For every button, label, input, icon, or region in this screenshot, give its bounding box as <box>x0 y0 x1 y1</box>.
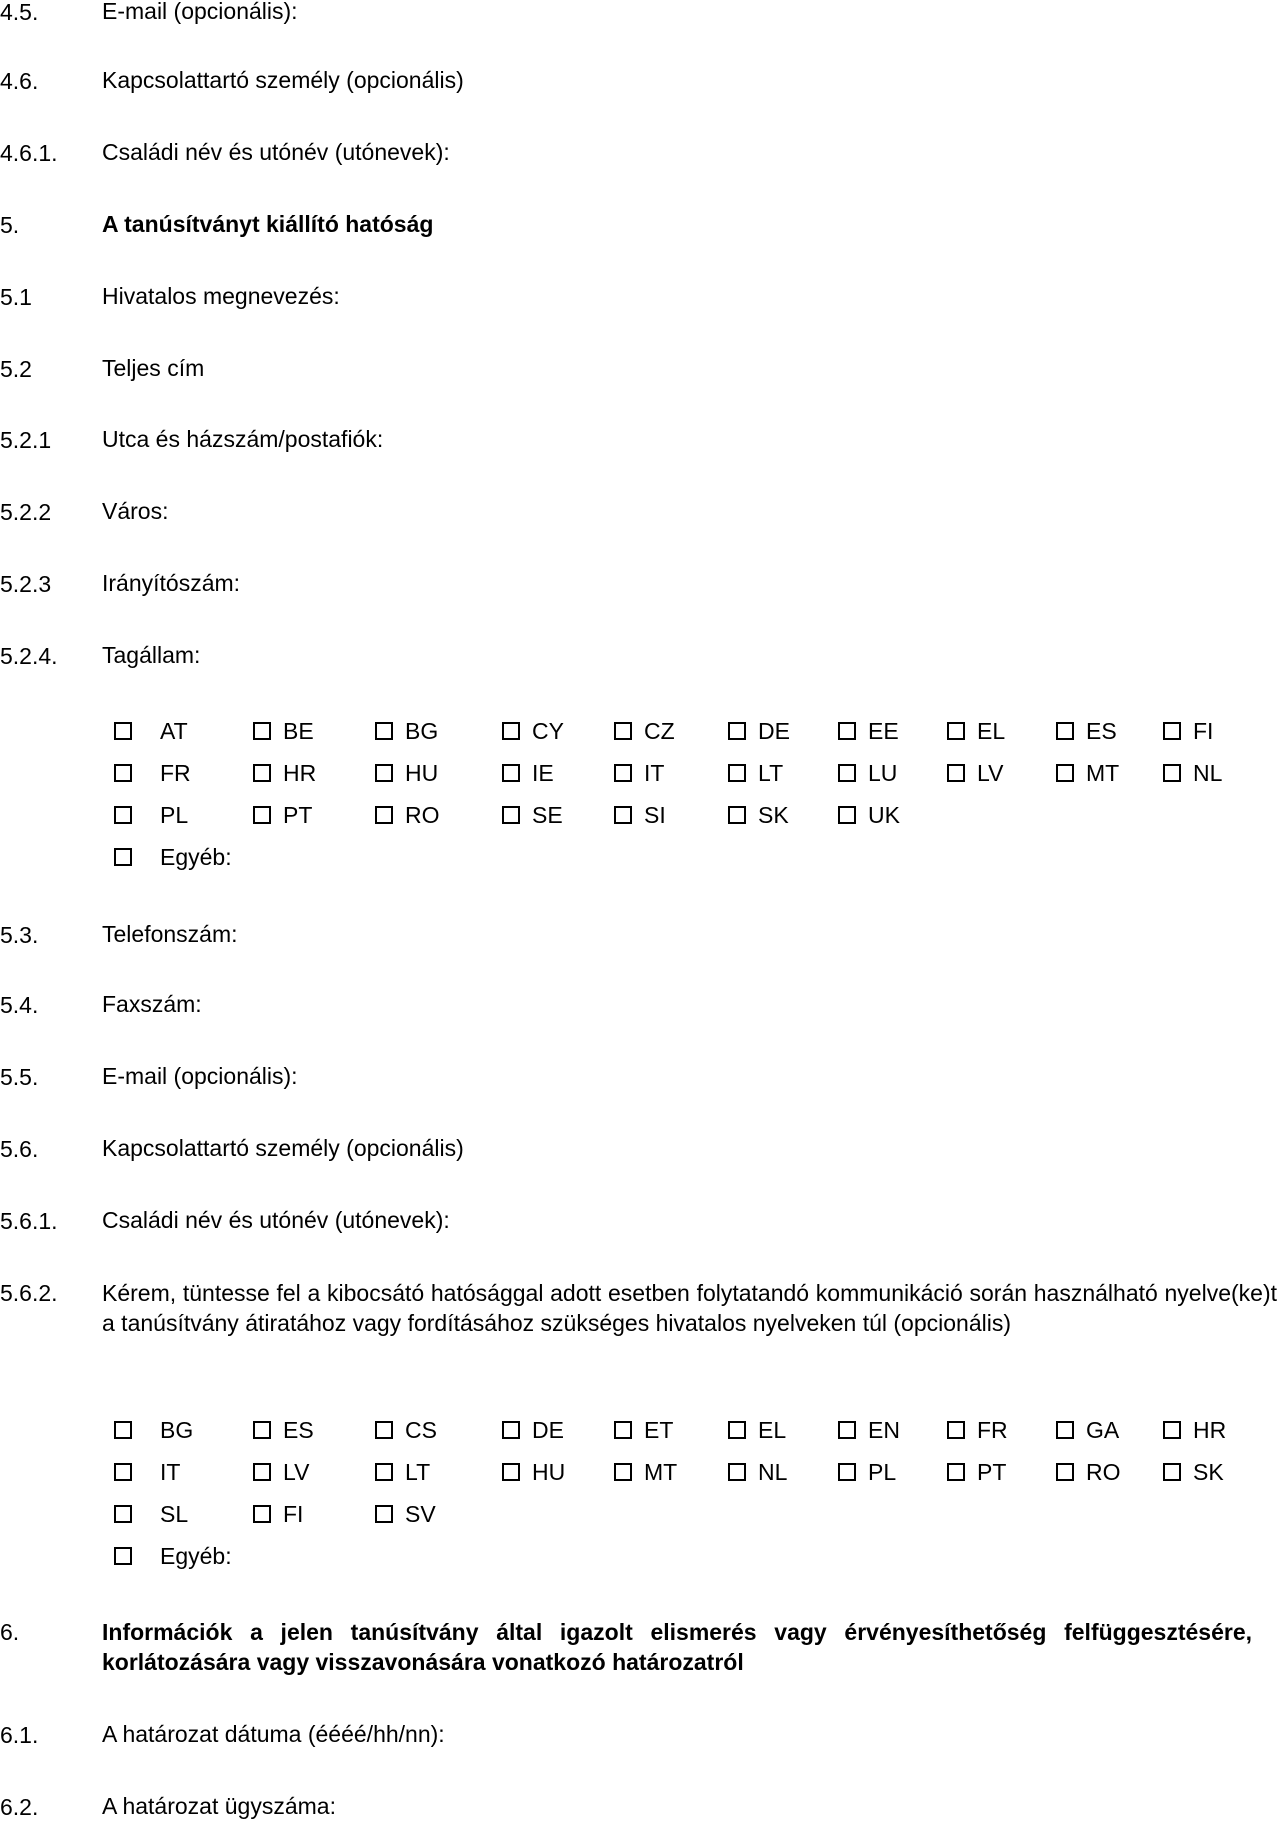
checkbox-member_states-lu[interactable] <box>838 764 856 782</box>
checkbox-label: EL <box>758 1417 787 1443</box>
checkbox-label: MT <box>644 1459 678 1485</box>
checkbox-label: EE <box>868 718 899 744</box>
checkbox-member_states-el[interactable] <box>947 722 965 740</box>
checkbox-label: EN <box>868 1417 900 1443</box>
checkbox-languages-et[interactable] <box>614 1421 632 1439</box>
checkbox-member_states-pt[interactable] <box>253 806 271 824</box>
checkbox-member_states-lv[interactable] <box>947 764 965 782</box>
checkbox-member_states-hr[interactable] <box>253 764 271 782</box>
checkbox-member_states-hu[interactable] <box>375 764 393 782</box>
checkbox-languages-nl[interactable] <box>728 1463 746 1481</box>
field-label: Családi név és utónév (utónevek): <box>102 139 450 165</box>
checkbox-languages-pt[interactable] <box>947 1463 965 1481</box>
checkbox-languages-en[interactable] <box>838 1421 856 1439</box>
checkbox-languages-lt[interactable] <box>375 1463 393 1481</box>
field-label: Kérem, tüntesse fel a kibocsátó hatósággal adott esetben folytatandó kommunikáció során használható nyelve(ke)t a tanúsítvány átiratához vagy fordításához szükséges hivatalos nyelveken túl (opcionális) <box>102 1280 1277 1336</box>
item-number: 5.5. <box>0 1064 39 1090</box>
checkbox-label: LT <box>405 1459 431 1485</box>
checkbox-label: BG <box>160 1417 194 1443</box>
checkbox-member_states-cy[interactable] <box>502 722 520 740</box>
checkbox-label: CZ <box>644 718 675 744</box>
field-label: A határozat ügyszáma: <box>102 1793 336 1819</box>
checkbox-member_states-mt[interactable] <box>1056 764 1074 782</box>
field-label: A határozat dátuma (éééé/hh/nn): <box>102 1721 445 1747</box>
field-label: Kapcsolattartó személy (opcionális) <box>102 67 464 93</box>
field-label: Telefonszám: <box>102 921 238 947</box>
field-label: Hivatalos megnevezés: <box>102 283 340 309</box>
checkbox-member_states-pl[interactable] <box>114 806 132 824</box>
field-label: Város: <box>102 498 169 524</box>
checkbox-languages-cs[interactable] <box>375 1421 393 1439</box>
checkbox-label: SI <box>644 802 666 828</box>
item-number: 5.3. <box>0 922 39 948</box>
checkbox-member_states-lt[interactable] <box>728 764 746 782</box>
checkbox-member_states-es[interactable] <box>1056 722 1074 740</box>
checkbox-member_states-ee[interactable] <box>838 722 856 740</box>
checkbox-languages-lv[interactable] <box>253 1463 271 1481</box>
checkbox-languages-sl[interactable] <box>114 1505 132 1523</box>
checkbox-label: FI <box>283 1501 304 1527</box>
field-label: Tagállam: <box>102 642 201 668</box>
item-number: 4.6.1. <box>0 140 58 166</box>
checkbox-member_states-fi[interactable] <box>1163 722 1181 740</box>
item-number: 5.4. <box>0 992 39 1018</box>
checkbox-label-other: Egyéb: <box>160 1543 232 1569</box>
field-label: E-mail (opcionális): <box>102 1063 298 1089</box>
checkbox-label: RO <box>1086 1459 1121 1485</box>
checkbox-label: PL <box>868 1459 897 1485</box>
field-label: Irányítószám: <box>102 570 241 596</box>
section-heading: A tanúsítványt kiállító hatóság <box>102 211 434 237</box>
checkbox-languages-bg[interactable] <box>114 1421 132 1439</box>
item-number: 4.5. <box>0 0 39 25</box>
checkbox-member_states-bg[interactable] <box>375 722 393 740</box>
checkbox-member_states-it[interactable] <box>614 764 632 782</box>
checkbox-label: EL <box>977 718 1006 744</box>
checkbox-label: BG <box>405 718 439 744</box>
checkbox-label: DE <box>532 1417 564 1443</box>
checkbox-languages-sv[interactable] <box>375 1505 393 1523</box>
checkbox-label: BE <box>283 718 314 744</box>
checkbox-label: SK <box>758 802 789 828</box>
checkbox-label: ET <box>644 1417 674 1443</box>
checkbox-label: FI <box>1193 718 1214 744</box>
checkbox-languages-other[interactable] <box>114 1547 132 1565</box>
checkbox-languages-ga[interactable] <box>1056 1421 1074 1439</box>
item-number: 6.1. <box>0 1722 39 1748</box>
checkbox-label: LT <box>758 760 784 786</box>
checkbox-languages-de[interactable] <box>502 1421 520 1439</box>
checkbox-member_states-nl[interactable] <box>1163 764 1181 782</box>
checkbox-member_states-ro[interactable] <box>375 806 393 824</box>
checkbox-member_states-cz[interactable] <box>614 722 632 740</box>
checkbox-languages-ro[interactable] <box>1056 1463 1074 1481</box>
checkbox-label: ES <box>1086 718 1117 744</box>
checkbox-member_states-fr[interactable] <box>114 764 132 782</box>
checkbox-languages-pl[interactable] <box>838 1463 856 1481</box>
checkbox-languages-hu[interactable] <box>502 1463 520 1481</box>
checkbox-languages-el[interactable] <box>728 1421 746 1439</box>
checkbox-label: IT <box>160 1459 181 1485</box>
item-number: 5.2.1 <box>0 427 52 453</box>
checkbox-languages-mt[interactable] <box>614 1463 632 1481</box>
checkbox-label: SL <box>160 1501 189 1527</box>
item-number: 5. <box>0 212 20 238</box>
checkbox-label: LU <box>868 760 898 786</box>
checkbox-label: HR <box>283 760 317 786</box>
checkbox-label: SK <box>1193 1459 1224 1485</box>
field-label: Kapcsolattartó személy (opcionális) <box>102 1135 464 1161</box>
checkbox-label: AT <box>160 718 188 744</box>
item-number: 5.2 <box>0 356 32 382</box>
checkbox-label: GA <box>1086 1417 1120 1443</box>
checkbox-label: LV <box>283 1459 310 1485</box>
item-number: 6.2. <box>0 1794 39 1820</box>
item-number: 4.6. <box>0 68 39 94</box>
checkbox-languages-sk[interactable] <box>1163 1463 1181 1481</box>
checkbox-label: NL <box>1193 760 1223 786</box>
checkbox-member_states-sk[interactable] <box>728 806 746 824</box>
checkbox-label: MT <box>1086 760 1120 786</box>
checkbox-label: HU <box>405 760 439 786</box>
checkbox-label: PT <box>977 1459 1007 1485</box>
field-label: Családi név és utónév (utónevek): <box>102 1207 450 1233</box>
checkbox-label: UK <box>868 802 900 828</box>
item-number: 6. <box>0 1619 20 1645</box>
checkbox-member_states-de[interactable] <box>728 722 746 740</box>
field-label: Teljes cím <box>102 355 205 381</box>
checkbox-label: PT <box>283 802 313 828</box>
item-number: 5.6.1. <box>0 1208 58 1234</box>
checkbox-label: IT <box>644 760 665 786</box>
checkbox-label: HR <box>1193 1417 1227 1443</box>
checkbox-languages-es[interactable] <box>253 1421 271 1439</box>
checkbox-member_states-si[interactable] <box>614 806 632 824</box>
checkbox-label: ES <box>283 1417 314 1443</box>
checkbox-member_states-uk[interactable] <box>838 806 856 824</box>
checkbox-languages-fr[interactable] <box>947 1421 965 1439</box>
checkbox-label: FR <box>977 1417 1008 1443</box>
checkbox-label: PL <box>160 802 189 828</box>
section-heading: Információk a jelen tanúsítvány által igazolt elismerés vagy érvényesíthetőség felfüggesztésére, korlátozására vagy visszavonására vonatkozó határozatról <box>102 1619 1252 1675</box>
checkbox-label: RO <box>405 802 440 828</box>
checkbox-label: CS <box>405 1417 437 1443</box>
checkbox-label: CY <box>532 718 564 744</box>
item-number: 5.2.2 <box>0 499 52 525</box>
checkbox-languages-it[interactable] <box>114 1463 132 1481</box>
checkbox-label: NL <box>758 1459 788 1485</box>
checkbox-member_states-be[interactable] <box>253 722 271 740</box>
item-number: 5.2.4. <box>0 643 58 669</box>
checkbox-label: FR <box>160 760 191 786</box>
checkbox-label: LV <box>977 760 1004 786</box>
field-label: Utca és házszám/postafiók: <box>102 426 384 452</box>
field-label: E-mail (opcionális): <box>102 0 298 24</box>
checkbox-label: HU <box>532 1459 566 1485</box>
checkbox-label-other: Egyéb: <box>160 844 232 870</box>
item-number: 5.1 <box>0 284 32 310</box>
checkbox-member_states-other[interactable] <box>114 848 132 866</box>
checkbox-label: SV <box>405 1501 436 1527</box>
item-number: 5.6. <box>0 1136 39 1162</box>
item-number: 5.6.2. <box>0 1280 58 1306</box>
field-label: Faxszám: <box>102 991 202 1017</box>
checkbox-languages-fi[interactable] <box>253 1505 271 1523</box>
checkbox-member_states-at[interactable] <box>114 722 132 740</box>
checkbox-label: SE <box>532 802 563 828</box>
checkbox-member_states-se[interactable] <box>502 806 520 824</box>
checkbox-label: IE <box>532 760 554 786</box>
checkbox-label: DE <box>758 718 790 744</box>
checkbox-languages-hr[interactable] <box>1163 1421 1181 1439</box>
checkbox-member_states-ie[interactable] <box>502 764 520 782</box>
item-number: 5.2.3 <box>0 571 52 597</box>
